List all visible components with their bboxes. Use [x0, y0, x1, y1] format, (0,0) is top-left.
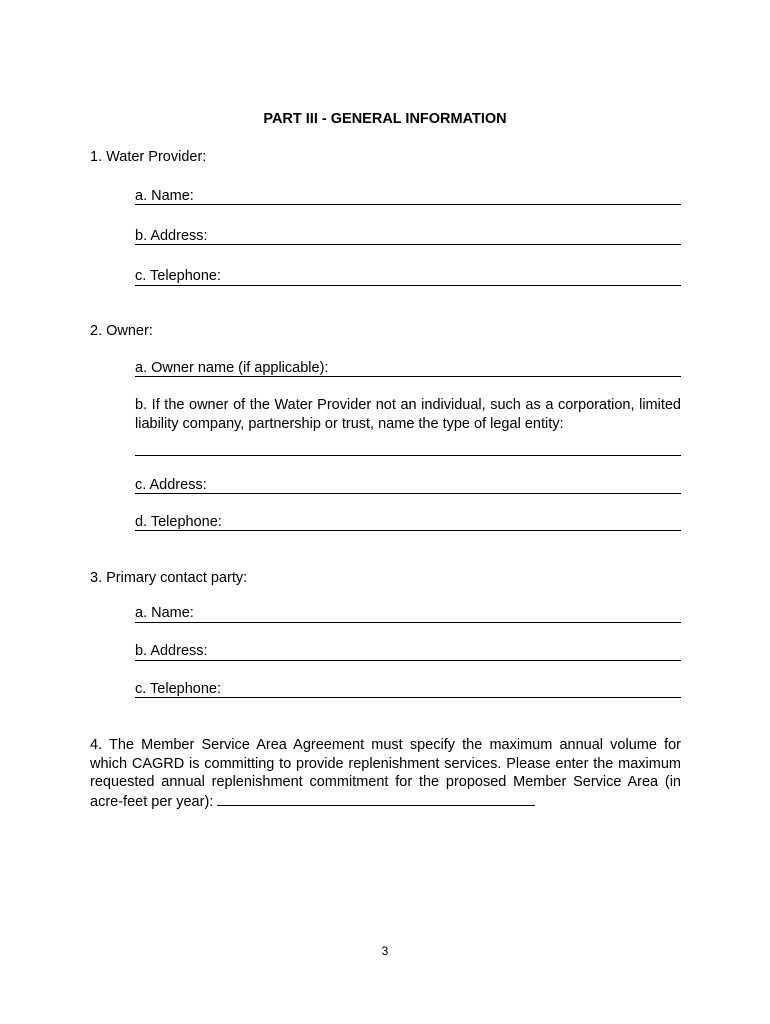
owner-telephone-label: d. Telephone: — [135, 514, 222, 530]
owner-address-label: c. Address: — [135, 477, 207, 493]
page-number: 3 — [381, 944, 389, 958]
owner-entity-question: b. If the owner of the Water Provider not an individual, such as a corporation, limited liability company, partnership or trust, name the type of legal entity: — [135, 397, 681, 432]
contact-telephone-field[interactable] — [135, 697, 681, 698]
section-water-provider-heading: 1. Water Provider: — [90, 149, 207, 165]
section-replenishment-commitment — [90, 736, 681, 811]
owner-name-label: a. Owner name (if applicable): — [135, 360, 329, 376]
owner-entity-type-field[interactable] — [135, 455, 681, 456]
contact-name-field[interactable] — [135, 622, 681, 623]
section-primary-contact-heading: 3. Primary contact party: — [90, 570, 248, 586]
water-provider-address-field[interactable] — [135, 244, 681, 245]
contact-address-label: b. Address: — [135, 643, 208, 659]
owner-name-field[interactable] — [135, 376, 681, 377]
section-owner-heading: 2. Owner: — [90, 323, 153, 339]
contact-telephone-label: c. Telephone: — [135, 681, 221, 697]
owner-address-field[interactable] — [135, 493, 681, 494]
replenishment-volume-field[interactable] — [217, 792, 535, 806]
page-title: PART III - GENERAL INFORMATION — [263, 111, 507, 127]
replenishment-question: 4. The Member Service Area Agreement must specify the maximum annual volume for which CAGRD is committing to provide replenishment services. Please enter the maximum requested annual replenishment commitment for the proposed Member Service Area (in acre-feet per year): — [90, 737, 681, 810]
water-provider-name-label: a. Name: — [135, 188, 194, 204]
water-provider-name-field[interactable] — [135, 204, 681, 205]
owner-telephone-field[interactable] — [135, 530, 681, 531]
contact-name-label: a. Name: — [135, 605, 194, 621]
water-provider-address-label: b. Address: — [135, 228, 208, 244]
contact-address-field[interactable] — [135, 660, 681, 661]
water-provider-telephone-label: c. Telephone: — [135, 268, 221, 284]
water-provider-telephone-field[interactable] — [135, 285, 681, 286]
